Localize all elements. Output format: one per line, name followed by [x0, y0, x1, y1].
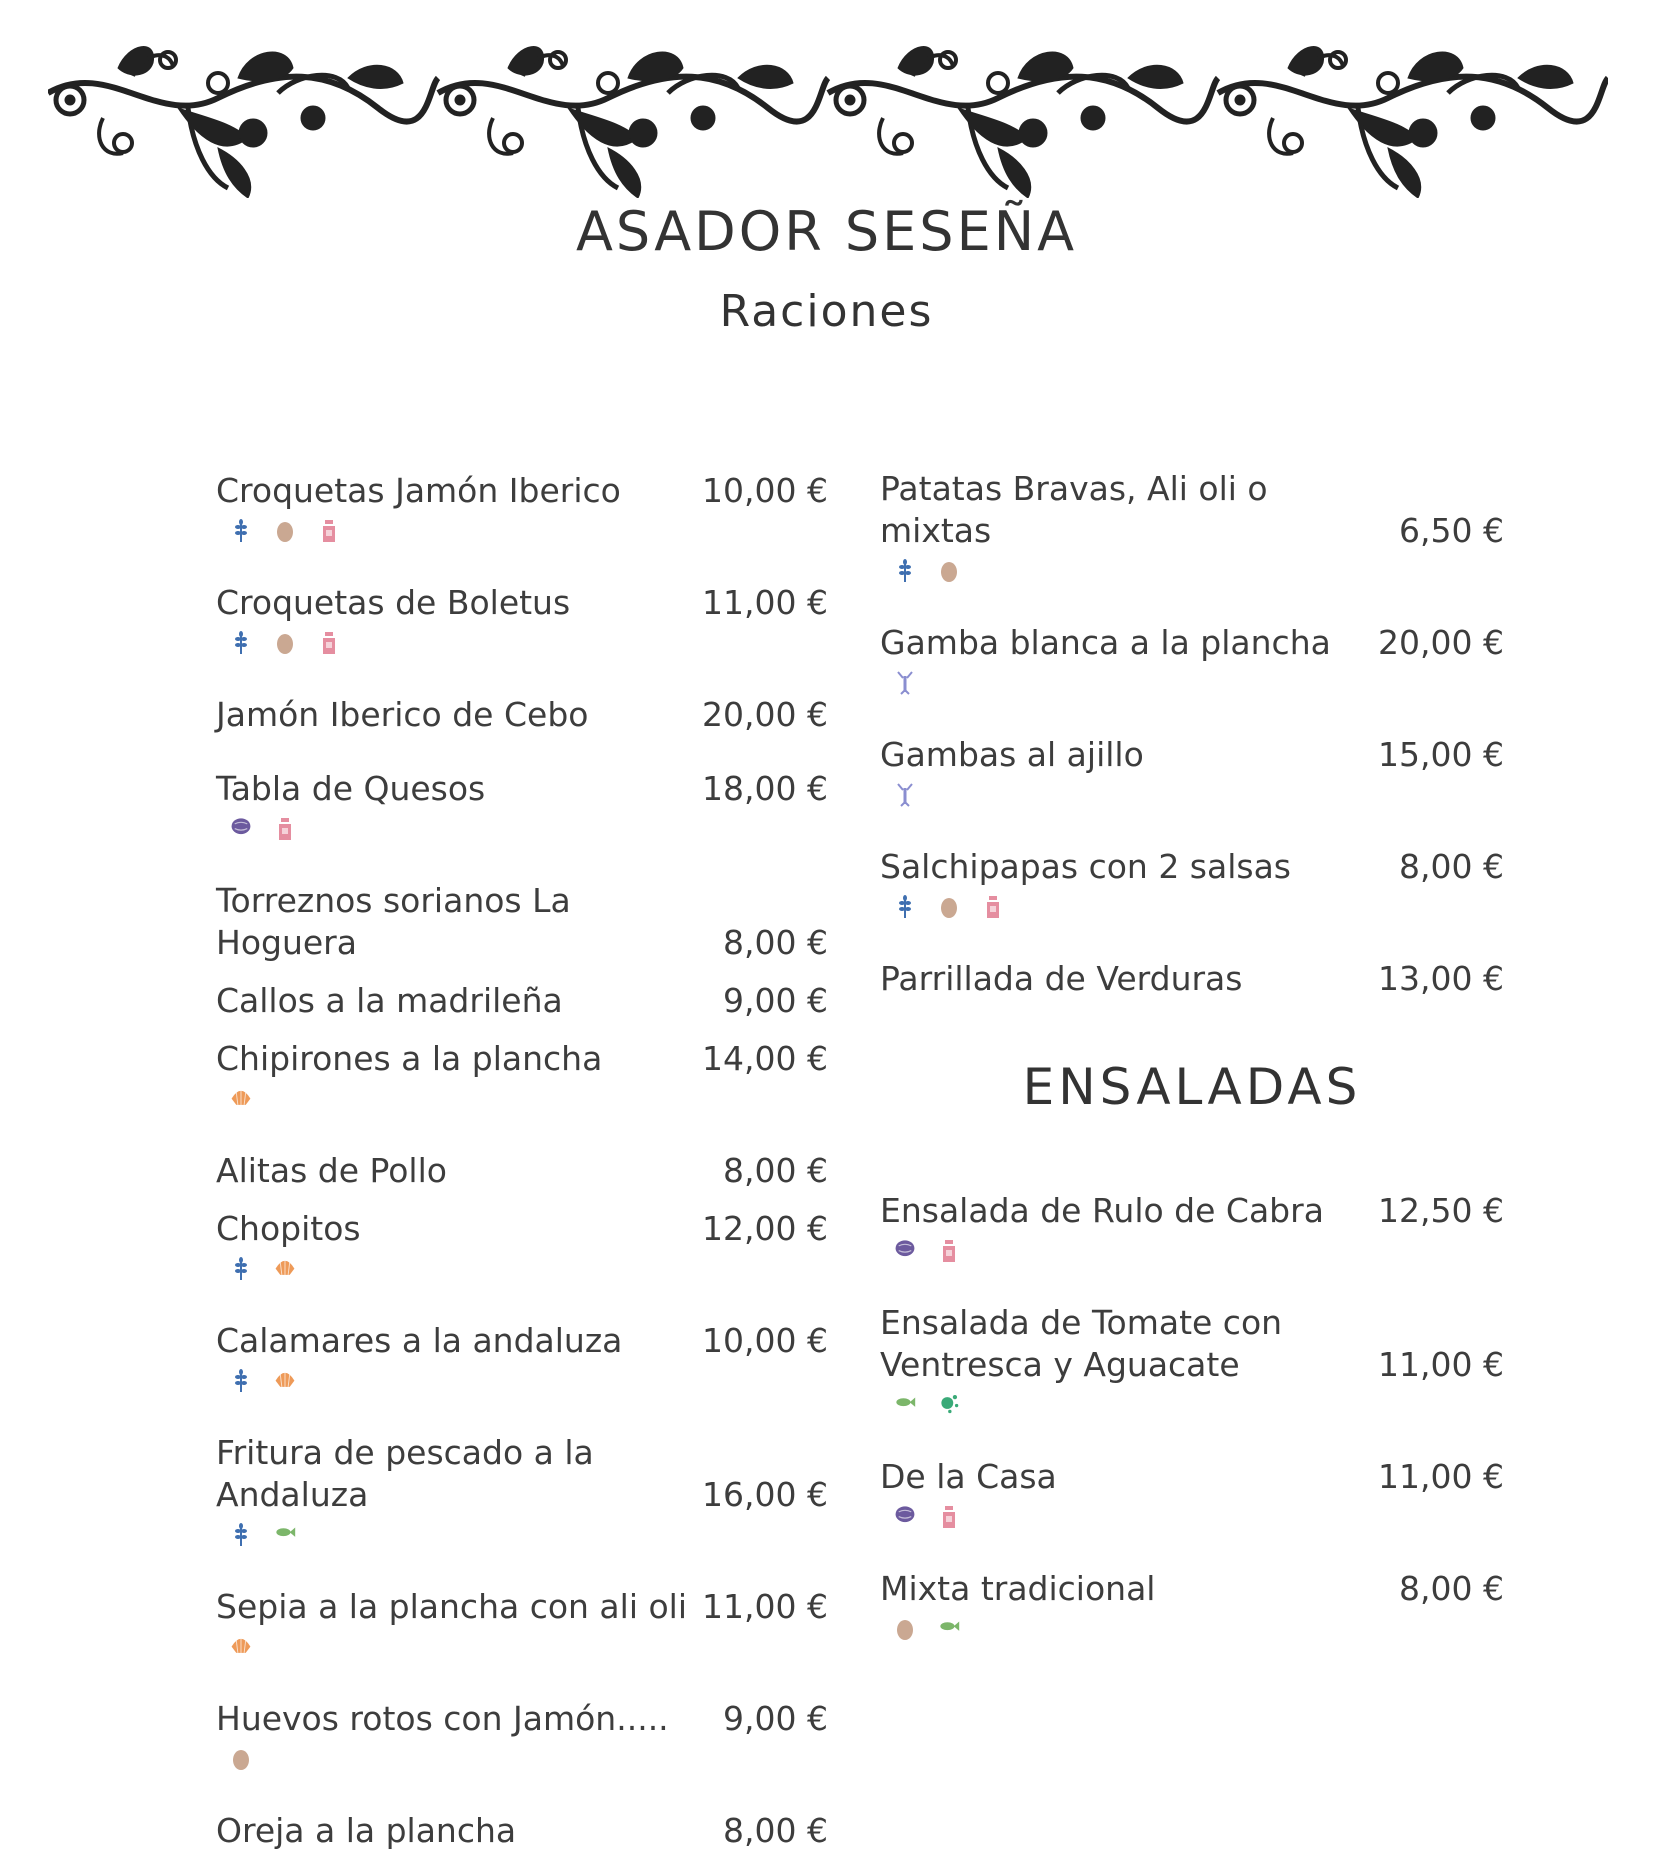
- menu-item: [216, 1698, 828, 1778]
- allergen-row: [216, 1628, 828, 1666]
- allergen-row: [880, 1232, 1504, 1270]
- menu-item-name: De la Casa: [880, 1457, 1057, 1496]
- menu-item: [216, 768, 828, 848]
- mollusc-icon: [274, 1256, 296, 1282]
- menu-item-name: Jamón Iberico de Cebo: [216, 695, 589, 734]
- egg-icon: [938, 894, 960, 920]
- menu-item: [216, 1150, 828, 1192]
- egg-icon: [938, 558, 960, 584]
- menu-item-name: Chipirones a la plancha: [216, 1039, 603, 1078]
- menu-item-price: 11,00 €: [1378, 1457, 1504, 1496]
- menu-item-name: Salchipapas con 2 salsas: [880, 847, 1292, 886]
- fish-icon: [274, 1522, 296, 1548]
- menu-item-name: Sepia a la plancha con ali oli: [216, 1587, 688, 1626]
- menu-item: [216, 694, 828, 736]
- menu-item: [216, 1586, 828, 1666]
- gluten-icon: [230, 1368, 252, 1394]
- menu-item: [880, 622, 1504, 702]
- mollusc-icon: [230, 1634, 252, 1660]
- menu-item-price: 11,00 €: [702, 1587, 828, 1626]
- menu-item: [216, 880, 828, 964]
- allergen-row: [880, 552, 1504, 590]
- menu-item: [880, 1302, 1504, 1424]
- section-title-raciones: Raciones: [719, 286, 934, 337]
- menu-item-name: Croquetas de Boletus: [216, 583, 571, 622]
- menu-item-price: 8,00 €: [723, 1811, 828, 1850]
- menu-item-price: 12,50 €: [1378, 1191, 1504, 1230]
- menu-item-price: 9,00 €: [723, 981, 828, 1020]
- menu-item-price: 20,00 €: [1378, 623, 1504, 662]
- allergen-row: [880, 1610, 1504, 1648]
- ensaladas-column: [880, 1190, 1504, 1648]
- menu-item-price: 8,00 €: [723, 923, 828, 962]
- menu-item-price: 10,00 €: [702, 1321, 828, 1360]
- menu-item: [880, 958, 1504, 1000]
- gluten-icon: [230, 518, 252, 544]
- fish-icon: [938, 1616, 960, 1642]
- menu-item-name: Parrillada de Verduras: [880, 959, 1243, 998]
- menu-item-price: 20,00 €: [702, 695, 828, 734]
- raciones-right-column: [880, 468, 1504, 1000]
- gluten-icon: [230, 1256, 252, 1282]
- menu-item: [216, 980, 828, 1022]
- nuts-icon: [894, 1238, 916, 1264]
- menu-item: [216, 1038, 828, 1118]
- menu-item-price: 11,00 €: [1378, 1345, 1504, 1384]
- menu-item: [880, 1456, 1504, 1536]
- allergen-row: [216, 810, 828, 848]
- vine-ornament: [48, 38, 1608, 198]
- restaurant-name: ASADOR SESEÑA: [575, 200, 1078, 263]
- allergen-row: [216, 1362, 828, 1400]
- menu-item-price: 8,00 €: [1399, 847, 1504, 886]
- menu-item-name: Huevos rotos con Jamón.....: [216, 1699, 669, 1738]
- allergen-row: [880, 664, 1504, 702]
- gluten-icon: [230, 630, 252, 656]
- menu-item-name: Ensalada de Tomate con Ventresca y Aguacate: [880, 1303, 1283, 1384]
- gluten-icon: [894, 894, 916, 920]
- menu-item-name: Gamba blanca a la plancha: [880, 623, 1331, 662]
- allergen-row: [216, 1080, 828, 1118]
- section-title-ensaladas: ENSALADAS: [1022, 1058, 1362, 1116]
- menu-item: [880, 1568, 1504, 1648]
- menu-item: [880, 846, 1504, 926]
- allergen-row: [880, 1386, 1504, 1424]
- nuts-icon: [894, 1504, 916, 1530]
- menu-item-price: 8,00 €: [1399, 1569, 1504, 1608]
- milk-icon: [938, 1504, 960, 1530]
- menu-item-name: Torreznos sorianos La Hoguera: [216, 881, 571, 962]
- crustacean-icon: [894, 782, 916, 808]
- menu-item: [880, 468, 1504, 590]
- menu-item-price: 10,00 €: [702, 471, 828, 510]
- menu-item-name: Calamares a la andaluza: [216, 1321, 623, 1360]
- raciones-left-column: [216, 470, 828, 1852]
- allergen-row: [216, 1740, 828, 1778]
- allergen-row: [216, 512, 828, 550]
- allergen-row: [880, 1498, 1504, 1536]
- nuts-icon: [230, 816, 252, 842]
- menu-item: [216, 470, 828, 550]
- menu-item-name: Patatas Bravas, Ali oli o mixtas: [880, 469, 1268, 550]
- menu-item-name: Gambas al ajillo: [880, 735, 1144, 774]
- milk-icon: [318, 518, 340, 544]
- menu-item-name: Chopitos: [216, 1209, 361, 1248]
- menu-item: [880, 734, 1504, 814]
- mollusc-icon: [274, 1368, 296, 1394]
- allergen-row: [880, 888, 1504, 926]
- menu-item-price: 14,00 €: [702, 1039, 828, 1078]
- egg-icon: [274, 630, 296, 656]
- gluten-icon: [230, 1522, 252, 1548]
- crustacean-icon: [894, 670, 916, 696]
- gluten-icon: [894, 558, 916, 584]
- menu-item-name: Croquetas Jamón Iberico: [216, 471, 621, 510]
- mollusc-icon: [230, 1086, 252, 1112]
- menu-item-name: Oreja a la plancha: [216, 1811, 517, 1850]
- vine-repeat: [48, 47, 1608, 198]
- menu-item: [216, 1810, 828, 1852]
- egg-icon: [230, 1746, 252, 1772]
- allergen-row: [216, 1250, 828, 1288]
- menu-item-name: Fritura de pescado a la Andaluza: [216, 1433, 594, 1514]
- fish-icon: [894, 1392, 916, 1418]
- milk-icon: [938, 1238, 960, 1264]
- milk-icon: [318, 630, 340, 656]
- menu-item-price: 18,00 €: [702, 769, 828, 808]
- menu-item-price: 12,00 €: [702, 1209, 828, 1248]
- menu-item-price: 15,00 €: [1378, 735, 1504, 774]
- menu-item-name: Alitas de Pollo: [216, 1151, 447, 1190]
- allergen-row: [216, 1516, 828, 1554]
- menu-item-name: Callos a la madrileña: [216, 981, 563, 1020]
- milk-icon: [982, 894, 1004, 920]
- mustard-icon: [938, 1392, 960, 1418]
- egg-icon: [274, 518, 296, 544]
- menu-item: [216, 1208, 828, 1288]
- menu-item: [880, 1190, 1504, 1270]
- menu-item: [216, 1320, 828, 1400]
- egg-icon: [894, 1616, 916, 1642]
- menu-item: [216, 1432, 828, 1554]
- menu-item-name: Mixta tradicional: [880, 1569, 1156, 1608]
- menu-item-name: Ensalada de Rulo de Cabra: [880, 1191, 1324, 1230]
- menu-item-price: 11,00 €: [702, 583, 828, 622]
- allergen-row: [880, 776, 1504, 814]
- menu-item-price: 6,50 €: [1399, 511, 1504, 550]
- menu-item: [216, 582, 828, 662]
- menu-item-name: Tabla de Quesos: [216, 769, 486, 808]
- menu-item-price: 8,00 €: [723, 1151, 828, 1190]
- menu-item-price: 16,00 €: [702, 1475, 828, 1514]
- allergen-row: [216, 624, 828, 662]
- menu-item-price: 9,00 €: [723, 1699, 828, 1738]
- menu-item-price: 13,00 €: [1378, 959, 1504, 998]
- milk-icon: [274, 816, 296, 842]
